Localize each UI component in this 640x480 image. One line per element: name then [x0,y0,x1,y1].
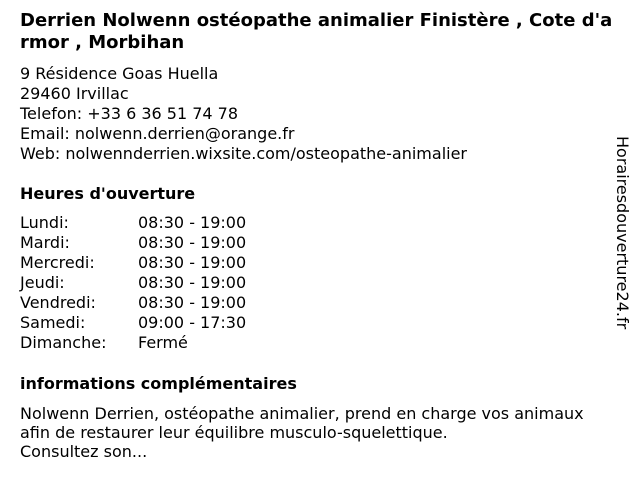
hours-time: Fermé [138,333,188,352]
hours-row [20,213,246,233]
hours-day: Vendredi: [20,293,96,312]
hours-time: 08:30 - 19:00 [138,293,247,312]
hours-time: 08:30 - 19:00 [138,213,247,232]
hours-row [20,273,246,293]
info-heading: informations complémentaires [20,374,297,393]
info-text: Nolwenn Derrien, ostéopathe animalier, prend en charge vos animaux afin de restaurer leur équilibre musculo-squelettique. Consultez son... [20,404,584,461]
watermark-text: Horairesdouverture24.fr [613,136,632,330]
hours-day: Dimanche: [20,333,107,352]
address-block [20,64,467,164]
hours-time: 08:30 - 19:00 [138,273,247,292]
hours-time: 09:00 - 17:30 [138,313,247,332]
hours-row [20,233,246,253]
hours-row [20,253,246,273]
hours-day: Samedi: [20,313,86,332]
hours-time: 08:30 - 19:00 [138,233,247,252]
hours-day: Jeudi: [20,273,65,292]
web-text: Web: nolwennderrien.wixsite.com/osteopathe-animalier [20,144,467,163]
hours-time: 08:30 - 19:00 [138,253,247,272]
hours-row [20,313,246,333]
hours-day: Mardi: [20,233,70,252]
phone-text: Telefon: +33 6 36 51 74 78 [20,104,239,123]
street-address: 9 Résidence Goas Huella [20,64,219,83]
hours-table [20,213,246,353]
hours-heading: Heures d'ouverture [20,184,196,203]
city-address: 29460 Irvillac [20,84,129,103]
email-text: Email: nolwenn.derrien@orange.fr [20,124,295,143]
page-title: Derrien Nolwenn ostéopathe animalier Finistère , Cote d'armor , Morbihan [20,10,613,53]
hours-day: Mercredi: [20,253,95,272]
hours-day: Lundi: [20,213,69,232]
hours-row [20,293,246,313]
hours-row [20,333,246,353]
